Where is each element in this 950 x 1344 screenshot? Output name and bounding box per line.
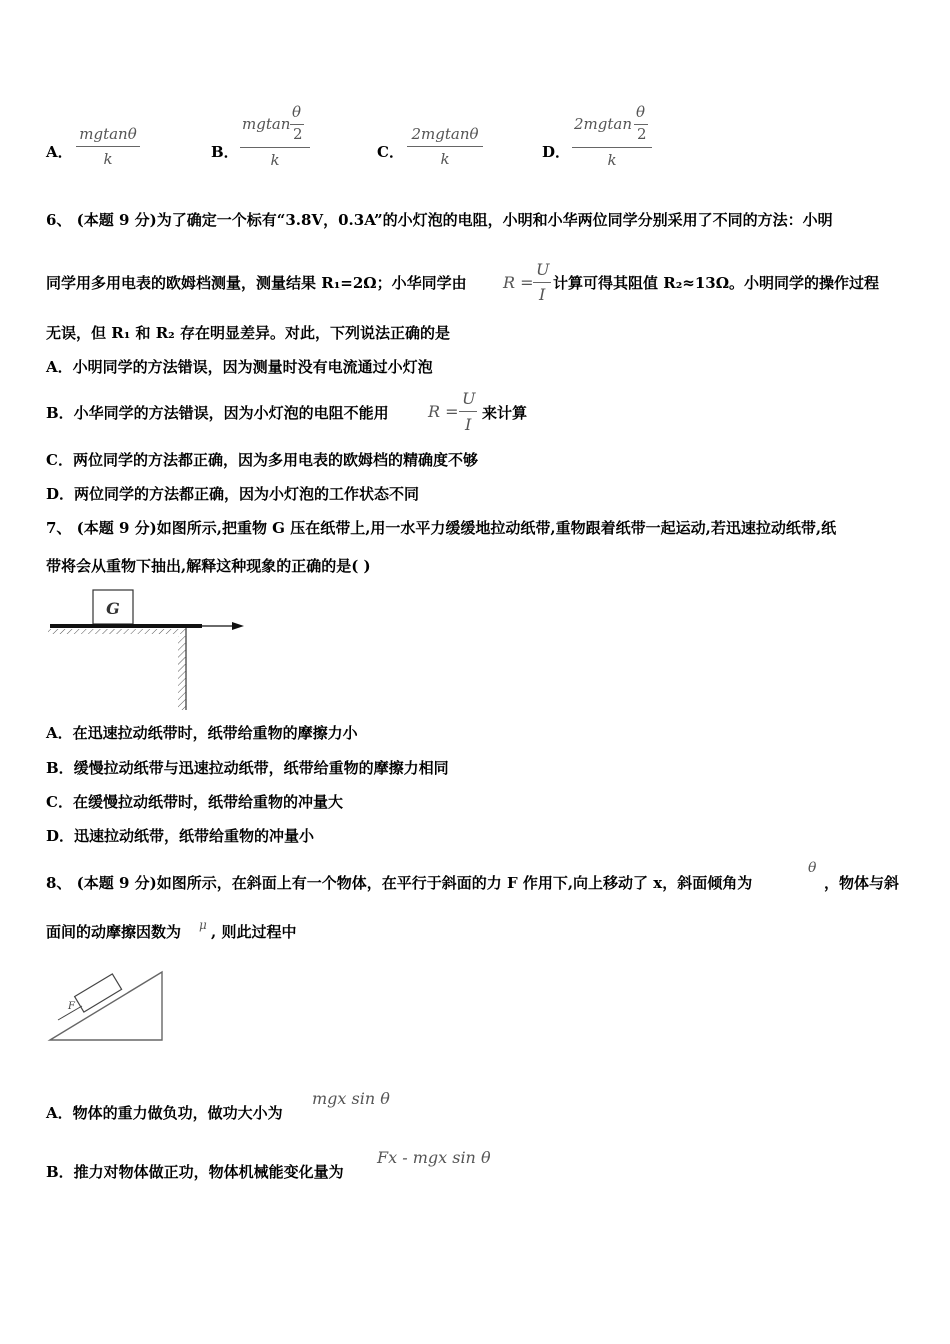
q5-option-c-formula: 2mgtanθ k	[407, 124, 483, 169]
q6-stem-line-1: 6、 (本题 9 分)为了确定一个标有“3.8V，0.3A”的小灯泡的电阻，小明和小华两位同学分别采用了不同的方法：小明	[46, 211, 833, 229]
q6-option-b-b: 来计算	[482, 404, 528, 422]
weight-label: G	[106, 599, 120, 618]
q7-option-b: B．缓慢拉动纸带与迅速拉动纸带，纸带给重物的摩擦力相同	[46, 759, 449, 777]
q7-figure-paper-strip	[44, 586, 248, 714]
q6-stem-line-2a: 同学用多用电表的欧姆档测量，测量结果 R₁=2Ω；小华同学由	[46, 274, 467, 292]
q8-option-b: B．推力对物体做正功，物体机械能变化量为	[46, 1163, 344, 1181]
q8-stem-line-1a: 8、 (本题 9 分)如图所示，在斜面上有一个物体，在平行于斜面的力 F 作用下,向上移动了 x，斜面倾角为	[46, 874, 753, 892]
q8-stem-line-2b: , 则此过程中	[211, 923, 297, 941]
force-label: F	[68, 1001, 75, 1012]
q8-figure-incline	[44, 964, 170, 1048]
q8-theta-symbol: θ	[808, 860, 817, 876]
q8-stem-line-2a: 面间的动摩擦因数为	[46, 923, 182, 941]
q8-option-a-formula: mgx sin θ	[312, 1089, 390, 1108]
q5-option-d-label: D．	[542, 143, 571, 161]
q7-option-c: C．在缓慢拉动纸带时，纸带给重物的冲量大	[46, 793, 343, 811]
q5-option-d-formula: 2mgtan θ 2 k	[572, 103, 652, 170]
q5-option-a-formula: mgtanθ k	[76, 124, 140, 169]
q7-option-a: A．在迅速拉动纸带时，纸带给重物的摩擦力小	[46, 724, 358, 742]
q5-option-b-label: B．	[211, 143, 239, 161]
q6-stem-line-3: 无误，但 R₁ 和 R₂ 存在明显差异。对此，下列说法正确的是	[46, 324, 450, 342]
q6-formula-r-ui: R = U I	[503, 260, 550, 304]
q6-option-c: C．两位同学的方法都正确，因为多用电表的欧姆档的精确度不够	[46, 451, 478, 469]
q8-mu-symbol: μ	[199, 918, 207, 932]
pull-arrow-head	[232, 622, 244, 630]
q8-option-a: A．物体的重力做负功，做功大小为	[46, 1104, 283, 1122]
q6-option-b-a: B．小华同学的方法错误，因为小灯泡的电阻不能用	[46, 404, 389, 422]
q7-stem-line-1: 7、 (本题 9 分)如图所示,把重物 G 压在纸带上,用一水平力缓缓地拉动纸带,重物跟着纸带一起运动,若迅速拉动纸带,纸	[46, 519, 837, 537]
q6-option-a: A．小明同学的方法错误，因为测量时没有电流通过小灯泡	[46, 358, 433, 376]
q8-option-b-formula: Fx - mgx sin θ	[377, 1148, 491, 1167]
q6-option-b-formula: R = U I	[428, 389, 476, 434]
q6-option-d: D．两位同学的方法都正确，因为小灯泡的工作状态不同	[46, 485, 420, 503]
q5-option-b-formula: mgtan θ 2 k	[240, 103, 310, 170]
q7-option-d: D．迅速拉动纸带，纸带给重物的冲量小	[46, 827, 315, 845]
q8-stem-line-1b: ，物体与斜	[824, 874, 900, 892]
q5-option-a-label: A．	[46, 143, 73, 161]
q7-stem-line-2: 带将会从重物下抽出,解释这种现象的正确的是( )	[46, 557, 371, 575]
q6-stem-line-2b: 计算可得其阻值 R₂≈13Ω。小明同学的操作过程	[553, 274, 880, 292]
q5-option-c-label: C．	[377, 143, 404, 161]
